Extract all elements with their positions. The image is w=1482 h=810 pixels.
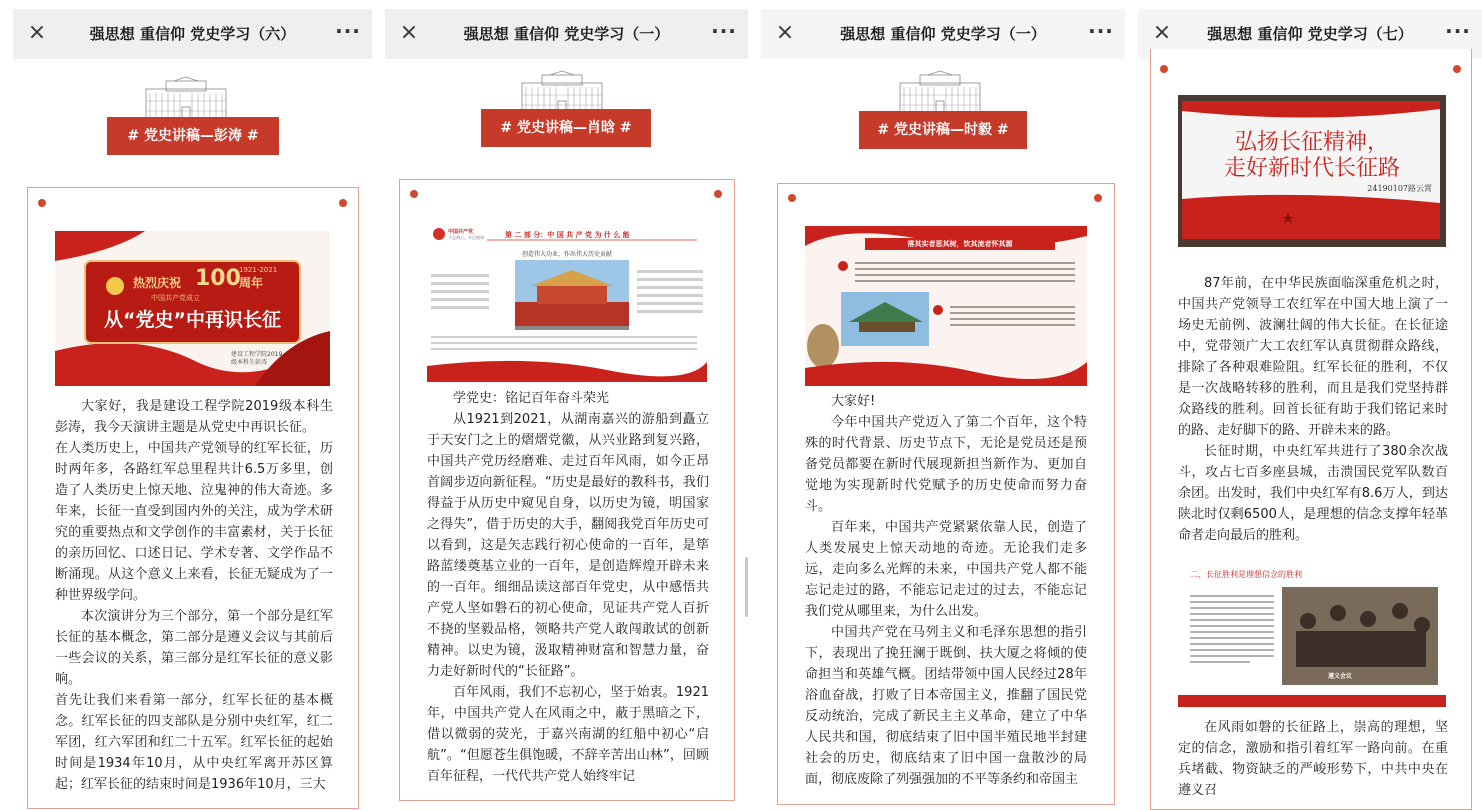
paragraph: 学党史：铭记百年奋斗荣光 (453, 391, 610, 406)
slide-heading: 落其实者思其树，饮其流者怀其源 (907, 240, 1013, 248)
photo-caption: 遵义会议 (1328, 673, 1353, 680)
lecture-slide (1178, 551, 1446, 707)
banner-years: 1921-2021 (239, 266, 278, 274)
slide-heading: 创造伟大功业、作出伟大历史贡献 (521, 251, 612, 258)
article-title: 强思想 重信仰 党史学习（六） (89, 25, 296, 43)
paragraph: 大家好! (831, 394, 876, 409)
close-icon[interactable]: × (775, 20, 795, 45)
banner-number: 100 (195, 266, 241, 291)
article-body (1178, 273, 1448, 546)
slide-heading: 二、长征胜利是理想信念的胜利 (1190, 570, 1302, 579)
paragraph: 首先让我们来看第一部分，红军长征的基本概念。红军长征的四支部队是分别中央红军，红二军团，红六军团和红二十五军。红军长征的起始时间是1934年10月，从中央红军离开苏区算起；红军长征的结束时间是1936年10月，三大 (55, 693, 333, 792)
close-icon[interactable]: × (27, 20, 47, 45)
article-panel-4 (1138, 9, 1482, 798)
top-bar (761, 9, 1125, 59)
article-card (399, 179, 735, 801)
decor-dot (1160, 65, 1168, 73)
article-title: 强思想 重信仰 党史学习（一） (840, 25, 1046, 43)
decor-dot (410, 190, 418, 198)
more-options-icon[interactable]: ··· (1088, 19, 1114, 43)
banner-subtitle: 中国共产党成立 (151, 294, 200, 302)
decor-dot (714, 190, 722, 198)
banner-main-title: 从“党史”中再识长征 (104, 309, 281, 331)
paragraph: 在人类历史上，中国共产党领导的红军长征，历时两年多，各路红军总里程共计6.5万多里，创造了人类历史上惊天地、泣鬼神的伟大奇迹。多年来，长征一直受到国内外的关注，成为学术研究的重要热点和文学创作的丰富素材，关于长征的亲历回忆、口述日记、学术专著、文学作品不断涌现。从这个意义上来看，长征无疑成为了一种世界级学问。 (55, 441, 333, 603)
decor-dot (339, 199, 347, 207)
lecture-slide (805, 226, 1087, 386)
title-slide (1178, 95, 1446, 247)
slide-section-title: 第 二 部 分：中 国 共 产 党 为 什 么 能 (505, 231, 630, 239)
banner-unit: 周年 (239, 276, 264, 290)
article-body (55, 396, 333, 795)
paragraph: 中国共产党在马列主义和毛泽东思想的指引下，表现出了挽狂澜于既倒、扶大厦之将倾的使命担当和英雄气概。团结带领中国人民经过28年浴血奋战，打败了日本帝国主义，推翻了国民党反动统治，完成了新民主主义革命，建立了中华人民共和国，彻底结束了旧中国半殖民地半封建社会的历史，彻底结束了旧中国一盘散沙的局面，彻底废除了列强强加的不平等条约和帝国主 (805, 625, 1087, 787)
paragraph: 百年风雨，我们不忘初心，坚于始衷。1921年，中国共产党人在风雨之中，蔽于黑暗之下，借以微弱的荧光，于嘉兴南湖的红船中初心“启航”。“但愿苍生俱饱暖，不辞辛苦出山林”，回顾百年征程，一代代共产党人始终牢记 (427, 685, 709, 784)
decor-dot (38, 199, 46, 207)
article-card (777, 183, 1115, 805)
close-icon[interactable]: × (1152, 20, 1172, 45)
slide-graphic (427, 222, 707, 382)
paragraph: 在风雨如磐的长征路上，崇高的理想，坚定的信念，激励和指引着红军一路向前。在重兵堵截、物资缺乏的严峻形势下，中共中央在遵义召 (1178, 720, 1448, 798)
paragraph: 从1921到2021，从湖南嘉兴的游船到矗立于天安门之上的熠熠党徽，从兴业路到复兴路，中国共产党历经磨难、走过百年风雨，如今正昂首阔步迈向新征程。“历史是最好的教科书，我们得益于从历史中窥见自身，以历史为镜，明国家之得失”，借于历史的大手，翻阅我党百年历史可以看到，这是矢志践行初心使命的一百年，是筚路蓝缕奠基立业的一百年，是创造辉煌开辟未来的一百年。细细品读这部百年党史，从中感悟共产党人坚如磐石的初心使命，见证共产党人百折不挠的坚毅品格，领略共产党人敢闯敢试的创新精神。以史为镜，汲取精神财富和智慧力量，奋力走好新时代的“长征路”。 (427, 412, 709, 679)
article-body-continued (1178, 717, 1448, 801)
slide-title-line1: 弘扬长征精神， (1234, 130, 1389, 155)
article-body (427, 388, 709, 787)
top-bar (385, 9, 748, 59)
article-panel-2 (385, 9, 748, 784)
paragraph: 87年前，在中华民族面临深重危机之时，中国共产党领导工农红军在中国大地上演了一场史无前例、波澜壮阔的伟大长征。在长征途中，党带领广大工农红军认真贯彻群众路线，排除了各种艰难险阻。红军长征的胜利，不仅是一次战略转移的胜利，而且是我们党坚持群众路线的胜利。回首长征有助于我们铭记来时的路、走好脚下的路、开辟未来的路。 (1178, 276, 1448, 438)
anniversary-banner (55, 231, 330, 386)
top-bar (13, 9, 372, 59)
article-panel-3 (761, 9, 1125, 787)
close-icon[interactable]: × (399, 20, 419, 45)
party-logo-text: 中国共产党 (448, 229, 474, 235)
paragraph: 长征时期，中央红军共进行了380余次战斗，攻占七百多座县城，击溃国民党军队数百余团。出发时，我们中央红军有8.6万人，到达陕北时仅剩6500人，是理想的信念支撑年轻革命者走向最后的胜利。 (1178, 444, 1448, 543)
slide-graphic (805, 226, 1087, 386)
decor-dot (1094, 194, 1102, 202)
more-options-icon[interactable]: ··· (711, 19, 737, 43)
scrollbar[interactable] (745, 557, 748, 617)
party-logo-subtext: 不忘初心，牢记使命 (448, 235, 484, 240)
slide-title-line2: 走好新时代长征路 (1223, 156, 1400, 181)
decor-dot (1453, 65, 1461, 73)
article-panel-1 (13, 9, 372, 792)
paragraph: 今年中国共产党迈入了第二个百年，这个特殊的时代背景、历史节点下，无论是党员还是预备党员都要在新时代展现新担当新作为、更加自觉地为实现新时代党赋予的历史使命而努力奋斗。 (805, 415, 1087, 514)
banner-top-text: 热烈庆祝 (133, 276, 182, 290)
article-body (805, 391, 1087, 790)
decor-dot (788, 194, 796, 202)
paragraph: 本次演讲分为三个部分，第一个部分是红军长征的基本概念，第二部分是遵义会议与其前后一些会议的关系，第三部分是红军长征的意义影响。 (55, 609, 333, 687)
paragraph: 百年来，中国共产党紧紧依靠人民，创造了人类发展史上惊天动地的奇迹。无论我们走多远，走向多么光辉的未来，中国共产党人都不能忘记走过的路，不能忘记走过的过去，不能忘记我们党从哪里来，为什么出发。 (805, 520, 1087, 619)
paragraph: 大家好，我是建设工程学院2019级本科生彭涛，我今天演讲主题是从党史中再识长征。 (55, 399, 333, 435)
speaker-tag: # 党史讲稿—彭涛 # (107, 117, 279, 155)
slide-author: 24190107路云霄 (1367, 184, 1432, 193)
article-card (1150, 49, 1472, 810)
speaker-tag: # 党史讲稿—时毅 # (859, 111, 1027, 149)
speaker-tag: # 党史讲稿—肖晗 # (481, 109, 651, 147)
more-options-icon[interactable]: ··· (335, 19, 361, 43)
article-title: 强思想 重信仰 党史学习（七） (1207, 25, 1413, 43)
banner-credit: 建设工程学院2019 级本科生彭涛 (231, 351, 283, 366)
article-title: 强思想 重信仰 党史学习（一） (463, 25, 670, 43)
lecture-slide (427, 222, 707, 382)
more-options-icon[interactable]: ··· (1445, 19, 1471, 43)
article-card (27, 187, 359, 809)
